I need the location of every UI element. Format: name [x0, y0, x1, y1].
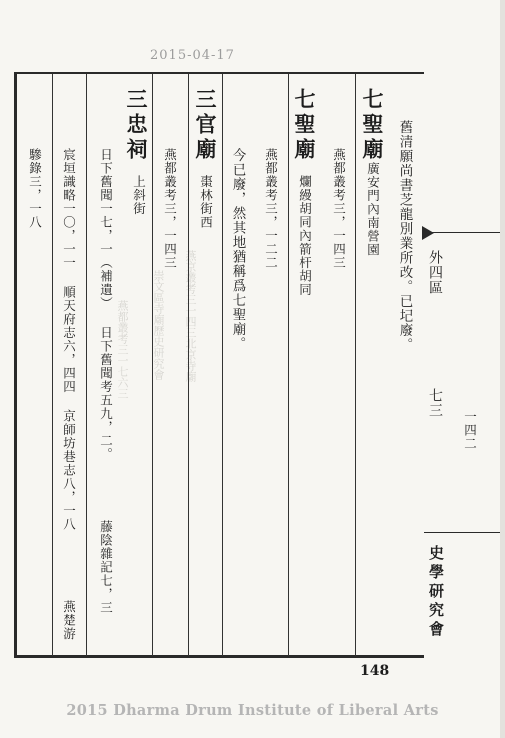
entry-note: 舊清願尚書芝龍別業所改。已圮廢。: [396, 120, 413, 352]
entry-title: 三忠祠: [124, 88, 149, 163]
reference: 燕楚游: [61, 600, 77, 641]
section-tab-marker: [422, 226, 434, 240]
entry-location: 爛縵胡同內箭杆胡同: [297, 175, 313, 297]
section-ref: 一四二: [462, 410, 478, 451]
reference: 燕都叢考三，一四三: [331, 148, 347, 270]
entry-location: 棗林街西: [198, 175, 214, 229]
column-divider: [86, 74, 87, 656]
section-count: 七三: [427, 388, 443, 418]
reference: 藤陰雜記七，三: [98, 520, 114, 615]
reference: 驂錄三，一八: [27, 148, 43, 229]
column-divider: [288, 74, 289, 656]
show-through-text: 燕都叢考三一七六三: [116, 300, 129, 399]
show-through-text: 燕京叢考三一四三北京寺廟: [184, 250, 197, 382]
entry-location: 廣安門內南營園: [365, 162, 381, 257]
column-divider: [222, 74, 223, 656]
column-divider: [355, 74, 356, 656]
reference: 燕都叢考三，一四三: [162, 148, 178, 270]
margin-rule: [424, 232, 500, 233]
page-number: 148: [360, 663, 390, 679]
entry-title: 七聖廟: [360, 88, 385, 163]
column-divider: [152, 74, 153, 656]
reference: 宸垣識略一〇，一一 順天府志六，四四 京師坊巷志八，一八: [61, 148, 77, 531]
entry-title: 三官廟: [193, 88, 218, 163]
entry-location: 上斜街: [131, 175, 147, 216]
entry-title: 七聖廟: [292, 88, 317, 163]
watermark: 2015 Dharma Drum Institute of Liberal Arts: [66, 702, 439, 719]
column-divider: [52, 74, 53, 656]
stamp-date: 2015-04-17: [150, 48, 235, 63]
journal-name: 史學研究會: [427, 545, 445, 640]
entry-note: 今已廢，然其地猶稱爲七聖廟。: [229, 148, 246, 351]
margin-rule: [424, 532, 500, 533]
reference: 燕都叢考三，一二二: [263, 148, 279, 270]
show-through-text: 崇文區寺廟歷史研究會: [152, 270, 165, 380]
column-divider: [188, 74, 189, 656]
section-label: 外四區: [427, 250, 443, 295]
reference: 日下舊聞一七，一（補遺） 日下舊聞考五九，二。: [98, 148, 114, 461]
scan-edge: [500, 0, 505, 738]
